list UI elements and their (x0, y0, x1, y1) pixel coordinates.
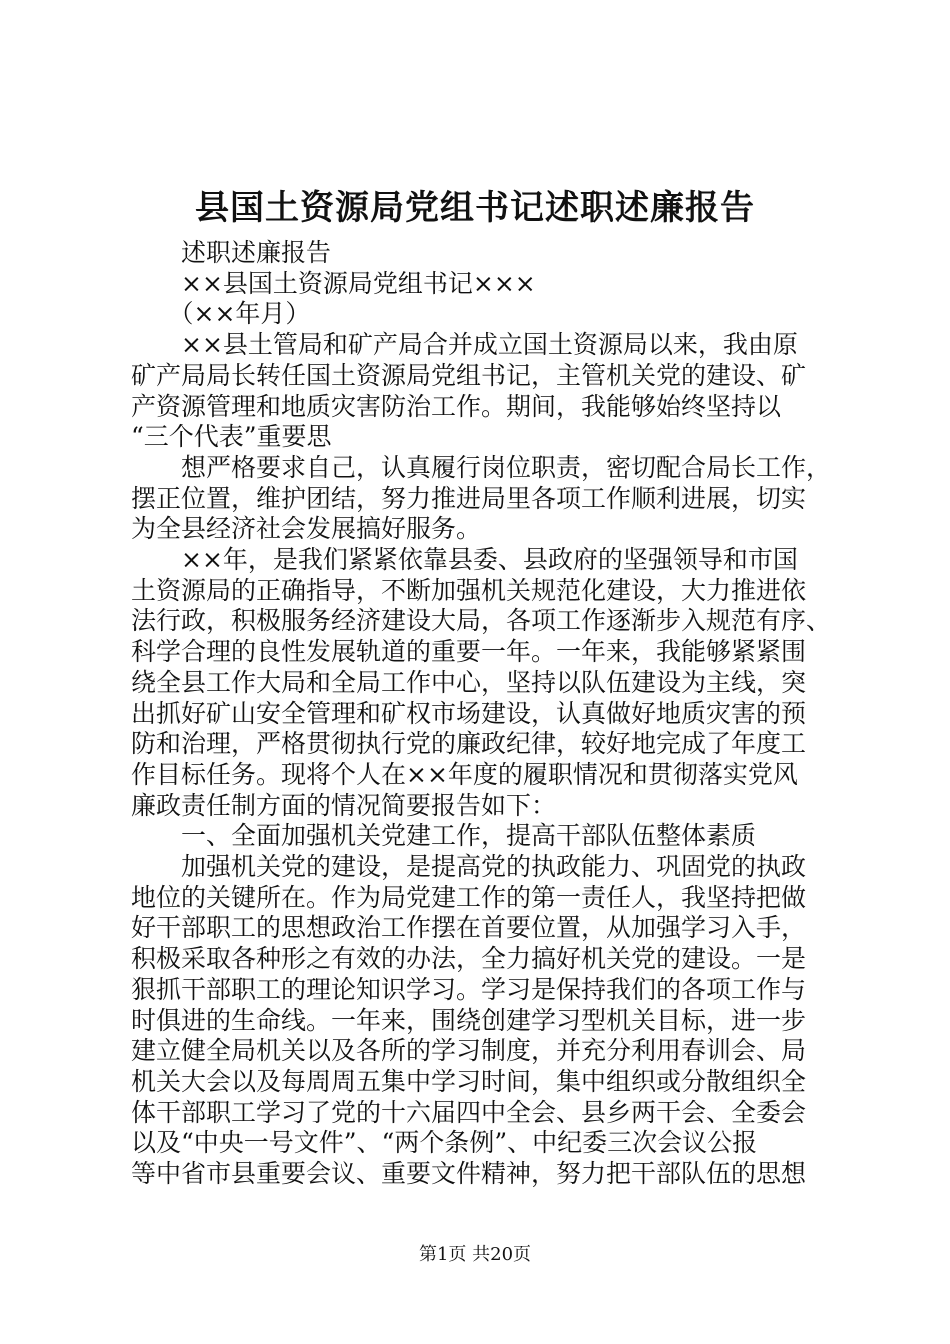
page-number: 第1页 共20页 (418, 1244, 532, 1265)
text-line: 廉政责任制方面的情况简要报告如下： (131, 790, 557, 820)
text-line: 述职述廉报告 (131, 238, 332, 267)
text-line: 加强机关党的建设，是提高党的执政能力、巩固党的执政 (131, 852, 807, 881)
text-line: 摆正位置，维护团结，努力推进局里各项工作顺利进展，切实 (131, 483, 807, 513)
text-line: 狠抓干部职工的理论知识学习。学习是保持我们的各项工作与 (131, 974, 807, 1004)
text-line: 积极采取各种形之有效的办法，全力搞好机关党的建设。一是 (131, 944, 807, 974)
text-line: 好干部职工的思想政治工作摆在首要位置，从加强学习入手， (131, 913, 807, 943)
text-line: “三个代表”重要思 (131, 422, 332, 452)
text-line: ××年，是我们紧紧依靠县委、县政府的坚强领导和市国 (131, 545, 798, 574)
text-line: 建立健全局机关以及各所的学习制度，并充分利用春训会、局 (131, 1036, 807, 1066)
text-line: （××年月） (131, 299, 311, 329)
text-line: 等中省市县重要会议、重要文件精神，努力把干部队伍的思想 (131, 1159, 807, 1188)
text-line: 作目标任务。现将个人在××年度的履职情况和贯彻落实党风 (131, 759, 798, 789)
text-line: 矿产局局长转任国土资源局党组书记，主管机关党的建设、矿 (131, 360, 807, 390)
text-line: 出抓好矿山安全管理和矿权市场建设，认真做好地质灾害的预 (131, 698, 807, 728)
text-line: ××县国土资源局党组书记××× (131, 268, 536, 298)
text-line: 科学合理的良性发展轨道的重要一年。一年来，我能够紧紧围 (131, 637, 807, 667)
text-line: 体干部职工学习了党的十六届四中全会、县乡两干会、全委会 (131, 1097, 807, 1127)
text-line: 为全县经济社会发展搞好服务。 (131, 514, 482, 544)
text-line: 绕全县工作大局和全局工作中心，坚持以队伍建设为主线，突 (131, 667, 807, 697)
text-line: 想严格要求自己，认真履行岗位职责，密切配合局长工作， (131, 452, 832, 482)
text-line: ××县土管局和矿产局合并成立国土资源局以来，我由原 (131, 330, 798, 360)
text-line: 产资源管理和地质灾害防治工作。期间，我能够始终坚持以 (131, 391, 782, 421)
text-line: 时俱进的生命线。一年来，围绕创建学习型机关目标，进一步 (131, 1005, 807, 1035)
text-line: 土资源局的正确指导，不断加强机关规范化建设，大力推进依 (131, 575, 807, 605)
text-line: 法行政，积极服务经济建设大局，各项工作逐渐步入规范有序、 (131, 606, 832, 636)
text-line: 地位的关键所在。作为局党建工作的第一责任人，我坚持把做 (131, 882, 807, 912)
document-title: 县国土资源局党组书记述职述廉报告 (195, 188, 755, 228)
text-line: 以及“中央一号文件”、“两个条例”、中纪委三次会议公报 (131, 1128, 758, 1158)
text-line: 一、全面加强机关党建工作，提高干部队伍整体素质 (131, 821, 757, 851)
text-line: 防和治理，严格贯彻执行党的廉政纪律，较好地完成了年度工 (131, 729, 807, 759)
text-line: 机关大会以及每周周五集中学习时间，集中组织或分散组织全 (131, 1066, 807, 1096)
